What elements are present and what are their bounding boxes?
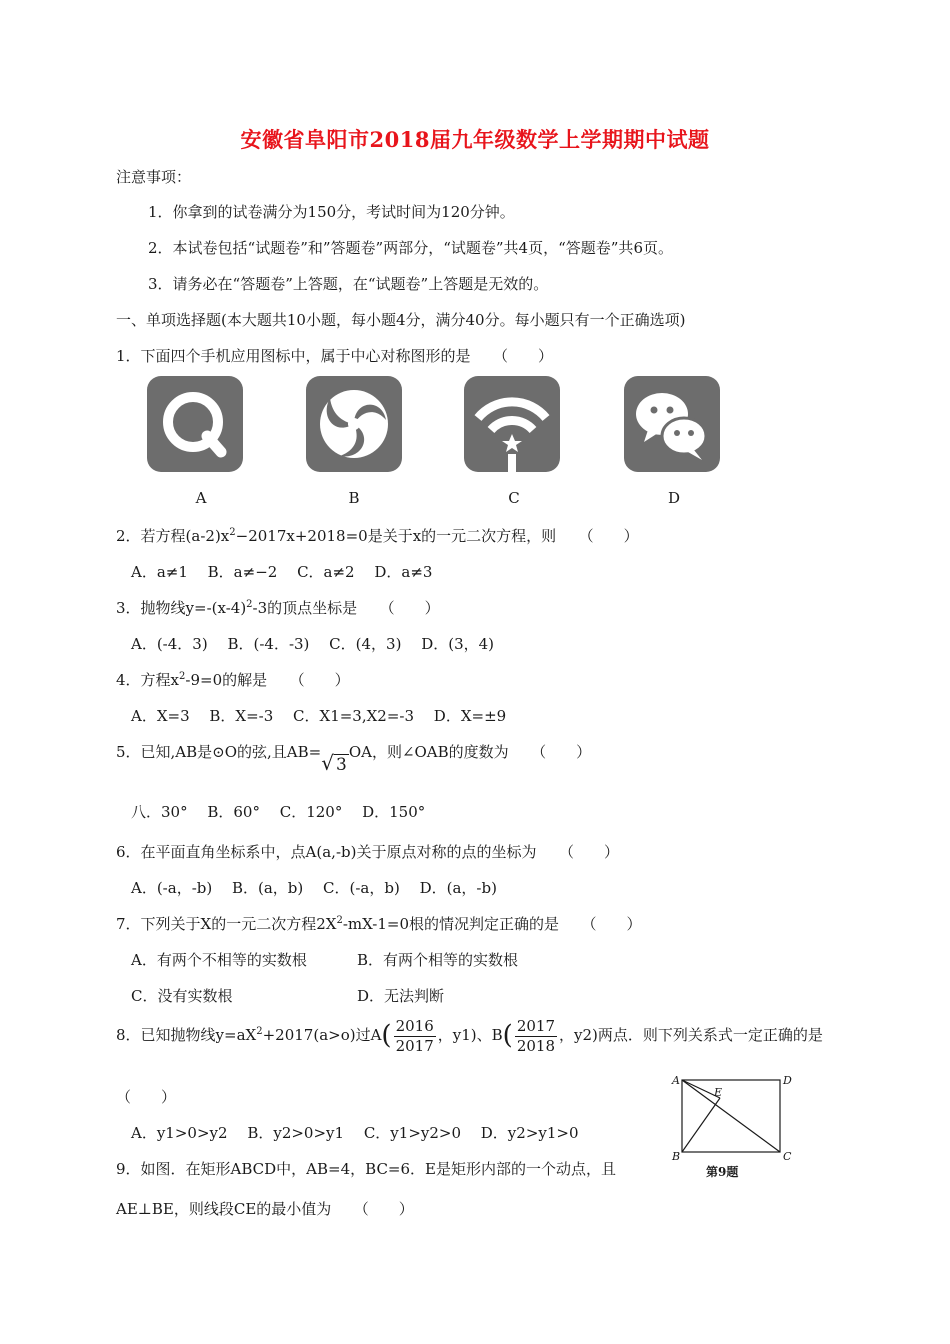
fraction-2-numerator: 2017 [516, 1017, 556, 1035]
wifi-star-icon [464, 376, 560, 472]
swirl-icon [306, 376, 402, 472]
q8-options: A．y1>0>y2 B．y2>0>y1 C．y1>y2>0 D．y2>y1>0 [131, 1124, 579, 1142]
q8-stem-pre: 8．已知抛物线y=aX [116, 1026, 257, 1044]
figure-caption: 第9题 [706, 1165, 739, 1179]
search-q-icon [147, 376, 243, 472]
q1-stem: 1．下面四个手机应用图标中，属于中心对称图形的是 （ ） [116, 347, 554, 365]
q4-options: A．X=3 B．X=-3 C．X1=3,X2=-3 D．X=±9 [131, 707, 507, 725]
q5-radicand: 3 [335, 755, 347, 775]
q7-stem-post: -mX-1=0根的情况判定正确的是 （ ） [342, 915, 642, 933]
q3-exponent: 2 [246, 599, 253, 610]
q1-label-b: B [348, 489, 360, 507]
q8-stem-mid1: +2017(a>o)过A [262, 1026, 382, 1044]
q9-stem-line2: AE⊥BE，则线段CE的最小值为 （ ） [116, 1200, 414, 1218]
q7-exponent: 2 [336, 915, 343, 926]
q8-exponent: 2 [256, 1026, 263, 1037]
q8-stem [116, 1018, 823, 1054]
fraction-1-denominator: 2017 [395, 1036, 434, 1055]
q2-exponent: 2 [229, 527, 236, 538]
q4-stem [116, 669, 350, 690]
vertex-label-b: B [672, 1150, 681, 1163]
q2-stem [116, 525, 639, 546]
q7-option-b: B．有两个相等的实数根 [357, 951, 519, 969]
fraction-1-numerator: 2016 [395, 1017, 434, 1035]
q9-figure [668, 1070, 800, 1182]
q1-label-a: A [195, 489, 207, 507]
q1-label-c: C [508, 489, 520, 507]
q7-option-d: D．无法判断 [357, 987, 445, 1005]
q5-stem [116, 741, 592, 775]
q2-stem-pre: 2．若方程(a-2)x [116, 527, 230, 545]
section-heading: 一、单项选择题(本大题共10小题，每小题4分，满分40分。每小题只有一个正确选项) [116, 311, 686, 329]
note-item-3: 3．请务必在“答题卷”上答题，在“试题卷”上答题是无效的。 [148, 275, 549, 293]
q4-stem-post: -9=0的解是 （ ） [185, 671, 350, 689]
fraction-1 [394, 1018, 436, 1054]
note-item-2: 2．本试卷包括“试题卷”和”答题卷”两部分，“试题卷”共4页，“答题卷”共6页。 [148, 239, 673, 257]
vertex-label-d: D [783, 1074, 792, 1087]
q6-options: A．(-a，-b) B．(a，b) C．(-a，b) D．(a，-b) [131, 879, 497, 897]
point-label-e: E [714, 1086, 723, 1099]
vertex-label-a: A [672, 1074, 680, 1087]
q8-stem-mid2: ，y1)、B [437, 1026, 503, 1044]
q3-stem [116, 597, 440, 618]
open-paren: ( [502, 1020, 513, 1051]
q3-stem-post: -3的顶点坐标是 （ ） [252, 599, 440, 617]
q3-options: A．(-4．3) B．(-4．-3) C．(4，3) D．(3，4) [131, 635, 495, 653]
q5-options: 八．30° B．60° C．120° D．150° [131, 803, 426, 821]
radical-sign: √ [321, 751, 334, 775]
open-paren: ( [381, 1020, 392, 1051]
q7-option-c: C．没有实数根 [131, 987, 233, 1005]
q5-stem-pre: 5．已知,AB是⊙O的弦,且AB= [116, 743, 322, 761]
sqrt-symbol [321, 751, 349, 775]
q7-stem [116, 913, 642, 934]
q5-stem-post: OA，则∠OAB的度数为 （ ） [348, 743, 592, 761]
vertex-label-c: C [783, 1150, 792, 1163]
q7-option-a: A．有两个不相等的实数根 [131, 951, 307, 969]
q8-answer-paren: （ ） [116, 1088, 177, 1106]
q4-exponent: 2 [179, 671, 186, 682]
q3-stem-pre: 3．抛物线y=-(x-4) [116, 599, 247, 617]
q9-stem-line1: 9．如图．在矩形ABCD中，AB=4，BC=6．E是矩形内部的一个动点，且 [116, 1160, 616, 1178]
fraction-2-denominator: 2018 [516, 1036, 556, 1055]
page-title: 安徽省阜阳市2018届九年级数学上学期期中试题 [240, 127, 710, 152]
chat-bubbles-icon [624, 376, 720, 472]
q2-stem-post: −2017x+2018=0是关于x的一元二次方程，则 （ ） [235, 527, 639, 545]
notes-heading: 注意事项： [116, 168, 192, 186]
q4-stem-pre: 4．方程x [116, 671, 180, 689]
q1-label-d: D [667, 489, 681, 507]
fraction-2 [515, 1018, 557, 1054]
q8-stem-post: ，y2)两点．则下列关系式一定正确的是 [559, 1026, 823, 1044]
q2-options: A．a≠1 B．a≠−2 C．a≠2 D．a≠3 [131, 563, 433, 581]
note-item-1: 1．你拿到的试卷满分为150分，考试时间为120分钟。 [148, 203, 515, 221]
q7-stem-pre: 7．下列关于X的一元二次方程2X [116, 915, 337, 933]
q6-stem: 6．在平面直角坐标系中，点A(a,-b)关于原点对称的点的坐标为 （ ） [116, 843, 619, 861]
